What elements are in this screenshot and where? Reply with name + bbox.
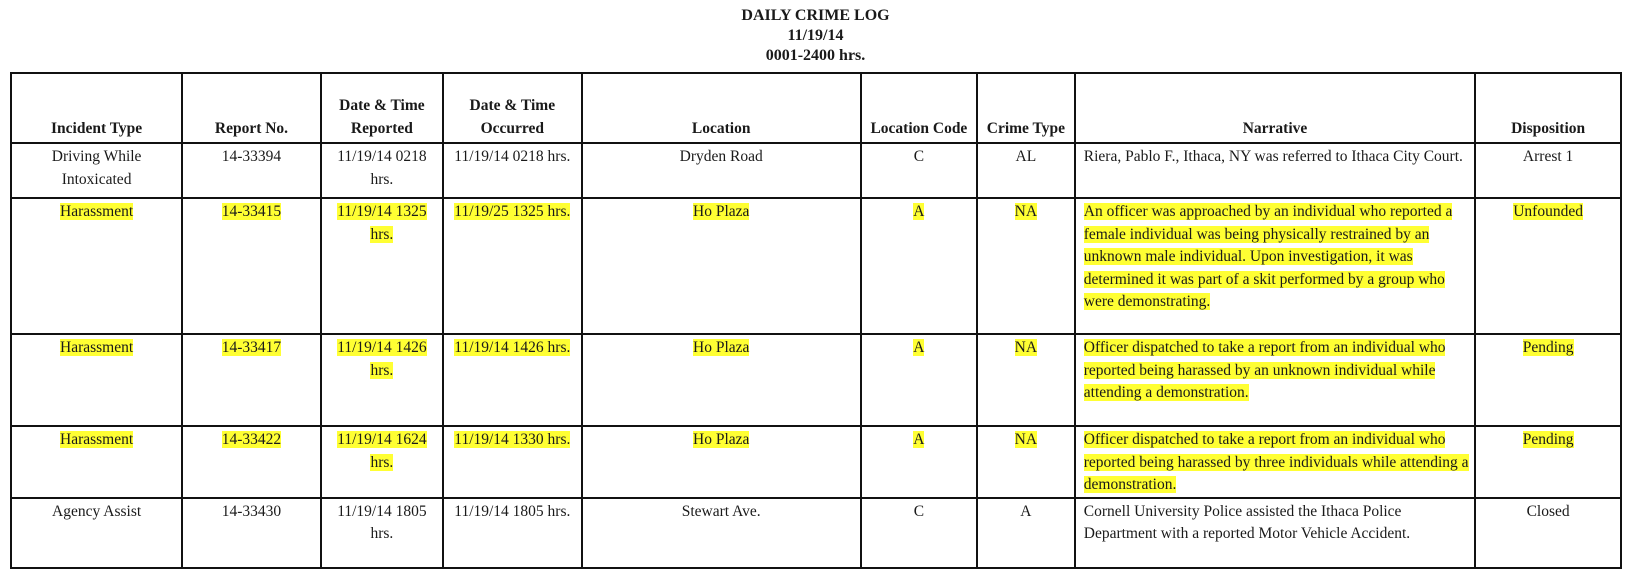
crime-type-cell (977, 143, 1075, 198)
location-code-cell (861, 426, 977, 498)
disposition: Pending (1522, 431, 1574, 448)
date-time-occurred: 11/19/14 1805 hrs. (454, 502, 571, 520)
location-code: C (913, 502, 925, 520)
location-code-cell (861, 143, 977, 198)
occurred-cell (443, 198, 582, 334)
narrative: Riera, Pablo F., Ithaca, NY was referred to Ithaca City Court. (1083, 148, 1463, 165)
occurred-cell (443, 426, 582, 498)
location: Ho Plaza (693, 203, 750, 220)
page-title: DAILY CRIME LOG (741, 7, 890, 24)
report-no: 14-33422 (221, 431, 282, 448)
location-cell (582, 198, 861, 334)
reported-cell (321, 334, 443, 426)
col-header-narrative: Narrative (1075, 73, 1475, 143)
date-time-occurred: 11/19/25 1325 hrs. (454, 203, 571, 220)
narrative-cell (1075, 334, 1475, 426)
location-code: C (913, 148, 925, 165)
location-cell (582, 426, 861, 498)
incident-type-cell (11, 426, 182, 498)
incident-type: Harassment (60, 203, 134, 220)
report-no-cell (182, 334, 321, 426)
crime-type-cell (977, 498, 1075, 568)
date-time-reported: 11/19/14 1325 hrs. (337, 203, 427, 243)
location-code: A (913, 203, 925, 220)
log-hours: 0001-2400 hrs. (765, 47, 866, 64)
crime-type: AL (1015, 148, 1037, 165)
date-time-occurred: 11/19/14 1330 hrs. (454, 431, 571, 448)
date-time-occurred: 11/19/14 0218 hrs. (454, 148, 571, 165)
location-code-cell (861, 334, 977, 426)
reported-cell (321, 198, 443, 334)
date-time-reported: 11/19/14 1624 hrs. (337, 431, 427, 471)
location: Ho Plaza (693, 431, 750, 448)
disposition-cell (1475, 143, 1621, 198)
location-cell (582, 143, 861, 198)
crime-type-cell (977, 426, 1075, 498)
disposition-cell (1475, 498, 1621, 568)
disposition-cell (1475, 426, 1621, 498)
incident-type-cell (11, 143, 182, 198)
col-header-date-time-reported: Date & Time Reported (321, 73, 443, 143)
incident-type: Driving While Intoxicated (51, 148, 142, 188)
incident-type-cell (11, 498, 182, 568)
narrative: Cornell University Police assisted the Ithaca Police Department with a reported Motor Vehicle Accident. (1083, 502, 1411, 542)
location: Ho Plaza (693, 339, 750, 356)
location: Stewart Ave. (681, 502, 761, 520)
disposition: Pending (1522, 339, 1574, 356)
location-code-cell (861, 498, 977, 568)
location-cell (582, 334, 861, 426)
crime-type-cell (977, 334, 1075, 426)
col-header-disposition: Disposition (1475, 73, 1621, 143)
location-code: A (913, 431, 925, 448)
report-no: 14-33417 (221, 339, 282, 356)
crime-log-table (10, 72, 1622, 569)
location-cell (582, 498, 861, 568)
report-no: 14-33394 (221, 148, 282, 165)
incident-type: Agency Assist (52, 502, 142, 520)
col-header-location-code: Location Code (861, 73, 977, 143)
date-time-reported: 11/19/14 0218 hrs. (337, 148, 427, 188)
log-date: 11/19/14 (787, 27, 844, 44)
col-header-location: Location (582, 73, 861, 143)
narrative-cell (1075, 426, 1475, 498)
report-no: 14-33415 (221, 203, 282, 220)
narrative-cell (1075, 498, 1475, 568)
crime-type: NA (1014, 339, 1038, 356)
narrative: Officer dispatched to take a report from an individual who reported being harassed by three individuals while attending a demonstration. (1083, 431, 1469, 493)
reported-cell (321, 143, 443, 198)
disposition-cell (1475, 198, 1621, 334)
report-no-cell (182, 143, 321, 198)
crime-type-cell (977, 198, 1075, 334)
reported-cell (321, 426, 443, 498)
disposition: Unfounded (1513, 203, 1583, 220)
crime-type: NA (1014, 203, 1038, 220)
reported-cell (321, 498, 443, 568)
table-row (11, 143, 1621, 198)
occurred-cell (443, 334, 582, 426)
narrative-cell (1075, 143, 1475, 198)
incident-type-cell (11, 334, 182, 426)
incident-type: Harassment (60, 339, 134, 356)
table-row (11, 198, 1621, 334)
col-header-crime-type: Crime Type (977, 73, 1075, 143)
incident-type-cell (11, 198, 182, 334)
narrative: An officer was approached by an individual who reported a female individual was being physically restrained by an unknown male individual. Upon investigation, it was determined it was part of a skit performed by a group who were demonstrating. (1083, 203, 1453, 310)
report-no-cell (182, 198, 321, 334)
table-row (11, 426, 1621, 498)
crime-type: NA (1014, 431, 1038, 448)
table-header-row (11, 73, 1621, 143)
crime-type: A (1020, 502, 1032, 520)
occurred-cell (443, 498, 582, 568)
date-time-occurred: 11/19/14 1426 hrs. (454, 339, 571, 356)
location: Dryden Road (679, 148, 763, 165)
narrative-cell (1075, 198, 1475, 334)
narrative: Officer dispatched to take a report from an individual who reported being harassed by an unknown individual while attending a demonstration. (1083, 339, 1446, 401)
incident-type: Harassment (60, 431, 134, 448)
col-header-date-time-occurred: Date & Time Occurred (443, 73, 582, 143)
col-header-incident-type: Incident Type (11, 73, 182, 143)
date-time-reported: 11/19/14 1805 hrs. (337, 502, 427, 542)
disposition-cell (1475, 334, 1621, 426)
location-code: A (913, 339, 925, 356)
table-row (11, 498, 1621, 568)
disposition: Closed (1526, 502, 1570, 520)
col-header-report-no: Report No. (182, 73, 321, 143)
occurred-cell (443, 143, 582, 198)
location-code-cell (861, 198, 977, 334)
report-no-cell (182, 426, 321, 498)
disposition: Arrest 1 (1522, 148, 1574, 165)
log-heading (0, 6, 1631, 66)
report-no: 14-33430 (221, 502, 282, 520)
date-time-reported: 11/19/14 1426 hrs. (337, 339, 427, 379)
table-row (11, 334, 1621, 426)
report-no-cell (182, 498, 321, 568)
